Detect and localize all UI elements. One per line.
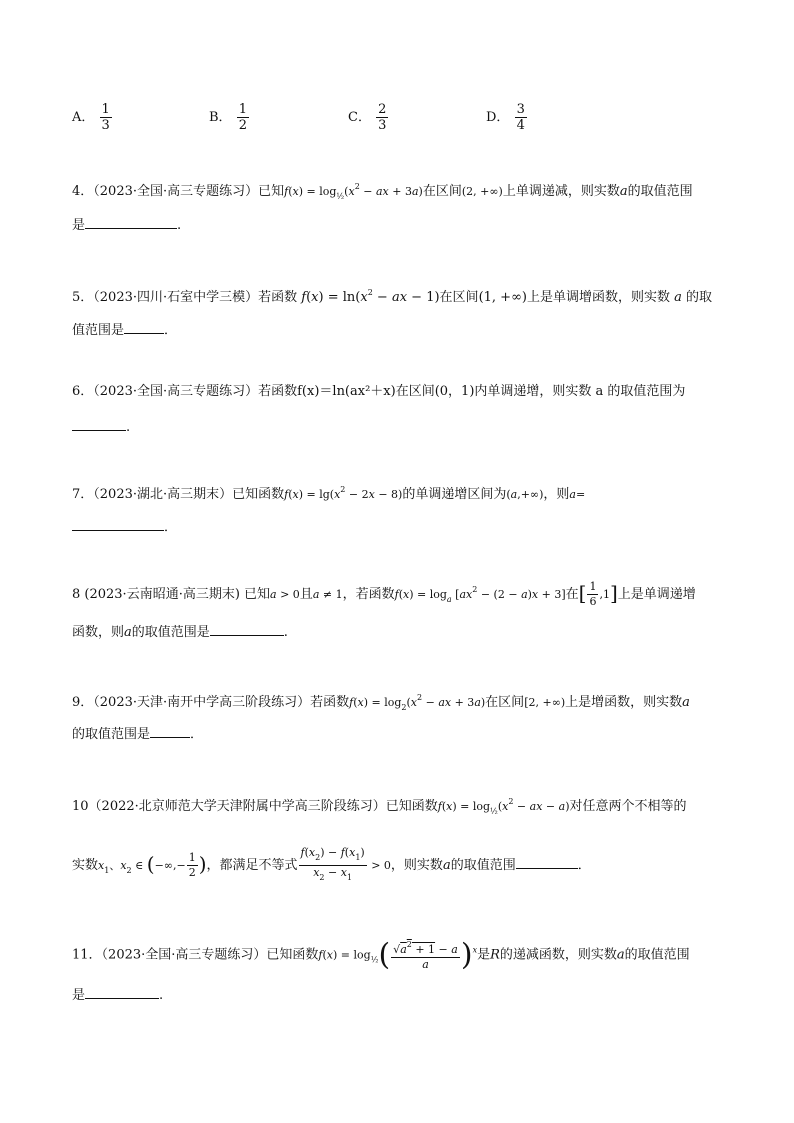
question-7-line2: ． (72, 518, 726, 537)
choice-b (209, 102, 250, 133)
q10-formula: f (437, 800, 442, 813)
choice-d-fraction: $\frac{3}{4}$ (516, 102, 525, 133)
q4-answer-blank[interactable] (85, 216, 177, 229)
question-6-line2: . (72, 418, 726, 437)
question-11: 11．（2023·全国·高三专题练习）已知函数$f(x) = \log_{\frac{1}{2}}$( $\frac{√a^2 + 1 - a}{a}$ )$^x$是R的递减函数，则实数a的取值范围 (72, 937, 690, 973)
choice-c-fraction: $\frac{2}{3}$ (378, 102, 387, 133)
q11-formula: f (318, 948, 323, 962)
choice-a-fraction: $\frac{1}{3}$ (101, 102, 110, 133)
question-8: 8 (2023·云南昭通·高三期末) 已知a > 0且a ≠ 1，若函数$f(x) = \log_a [ax^2 - (2 - a)x + 3]$在[ $\frac{1}{6}$ ,1]上是单调递增 (72, 580, 696, 608)
choice-b-fraction: $\frac{1}{2}$ (238, 102, 247, 133)
question-9: 9．（2023·天津·南开中学高三阶段练习）若函数$f(x) = \log_2(x^2$ − ax + 3a)在区间[2, +∞)上是增函数，则实数a (72, 693, 690, 712)
q10-answer-blank[interactable] (516, 856, 578, 869)
question-4: 4．（2023·全国·高三专题练习）已知$f(x) = \log_{\frac{1}{2}}(x^2$ − ax + 3a)在区间(2, +∞)上单调递减，则实数a的取值范围 (72, 182, 693, 201)
q7-formula: f (284, 488, 289, 501)
q5-formula: f (301, 290, 307, 305)
q7-answer-blank[interactable] (72, 518, 164, 531)
question-6: 6．（2023·全国·高三专题练习）若函数f(x)＝ln(ax²＋x)在区间(0，1)内单调递增，则实数 a 的取值范围为 (72, 384, 686, 399)
choice-b-label: B． (209, 110, 232, 125)
question-8-line2: 函数，则a的取值范围是 . (72, 625, 288, 640)
choice-a-label: A． (72, 110, 95, 125)
question-9-line2: 的取值范围是 ． (72, 727, 204, 742)
question-4-line2: 是 . (72, 218, 182, 233)
q9-answer-blank[interactable] (150, 725, 190, 738)
question-5-line2: 值范围是 ． (72, 323, 178, 338)
choice-d (486, 102, 528, 133)
q8-formula: f (394, 588, 399, 601)
question-10: 10（2022·北京师范大学天津附属中学高三阶段练习）已知函数$f(x) = \log_{\frac{1}{2}}(x^2$ − ax − a)对任意两个不相等的 (72, 797, 687, 816)
question-5: 5．（2023·四川·石室中学三模）若函数 $f(x) = \ln(x^2$ − ax − 1)在区间(1, +∞)上是单调增函数，则实数 a 的取 (72, 288, 713, 305)
q4-formula: f (284, 185, 289, 198)
choice-c-label: C． (348, 110, 371, 125)
question-7: 7．（2023·湖北·高三期末）已知函数$f(x) = \lg(x^2 - 2x - 8)$的单调递增区间为(a,+∞)，则a= (72, 485, 586, 502)
choice-a (72, 102, 113, 133)
question-10-line2: 实数$x_1$、$x_2$ ∈ (−∞,− $\frac{1}{2}$ )，都满足不等式 $\frac{f(x_2) - f(x_1)}{x_2 - x_1}$ > 0，则实数a的取值范围 ． (72, 846, 591, 882)
choice-c (348, 102, 389, 133)
question-11-line2: 是 . (72, 988, 164, 1003)
q9-formula: f (349, 696, 354, 709)
q5-answer-blank[interactable] (124, 321, 164, 334)
q11-answer-blank[interactable] (85, 986, 159, 999)
choice-d-label: D． (486, 110, 510, 125)
q8-answer-blank[interactable] (210, 623, 284, 636)
q6-answer-blank[interactable] (72, 418, 126, 431)
